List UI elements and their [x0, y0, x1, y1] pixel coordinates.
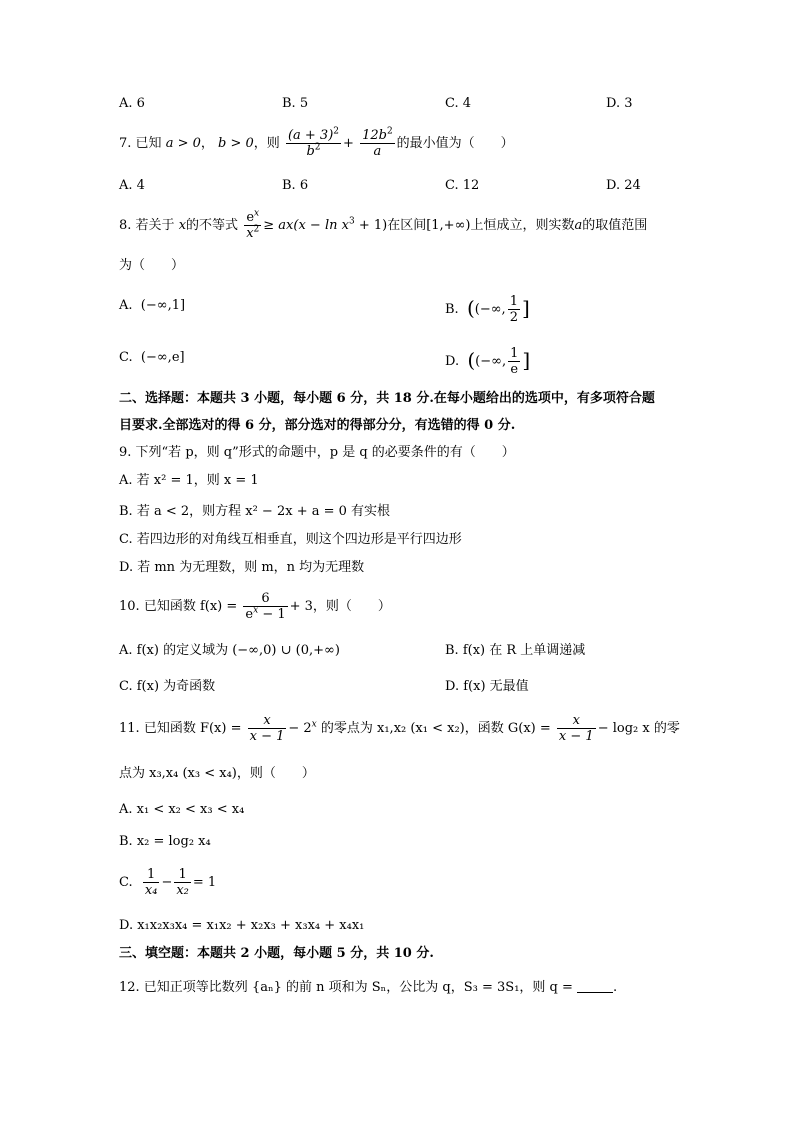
q7-option-b: B. 6	[282, 178, 309, 193]
question-11-line2: 点为 x₃,x₄ (x₃ < x₄)，则（ ）	[119, 766, 315, 781]
q6-option-d: D. 3	[606, 96, 633, 111]
fraction: $\frac{1}{\text{x₄}}$	[144, 867, 158, 898]
q8-option-d: D. ((−∞, $\frac{1}{e}$ ]	[445, 346, 531, 377]
q6-option-b: B. 5	[282, 96, 309, 111]
fraction: $\frac{x}{x - 1}$	[249, 713, 285, 744]
q8-option-c: C. (−∞,e]	[119, 350, 185, 365]
q8-option-b: B. ((−∞, $\frac{1}{2}$ ]	[445, 294, 530, 325]
answer-blank[interactable]	[577, 980, 613, 993]
q10-option-a: A. f(x) 的定义域为 (−∞,0) ∪ (0,+∞)	[119, 643, 340, 658]
q9-option-c: C. 若四边形的对角线互相垂直，则这个四边形是平行四边形	[119, 532, 462, 547]
question-11-stem: 11. 已知函数 F(x) = $\frac{x}{x - 1}$ − $2^x$ 的零点为 x₁,x₂ (x₁ < x₂)，函数 G(x) = $\frac{x}{x - 1}$ − log₂ x 的零	[119, 713, 680, 744]
q6-option-c: C. 4	[445, 96, 472, 111]
fraction: $\frac{1}{\text{x₂}}$	[176, 867, 189, 898]
q7-option-d: D. 24	[606, 178, 641, 193]
fraction: $\frac{1}{e}$	[510, 346, 519, 377]
q11-option-b: B. x₂ = log₂ x₄	[119, 834, 211, 849]
fraction: $\frac{e^x}{x^2}$	[246, 208, 260, 241]
section-2-heading-line2: 目要求.全部选对的得 6 分，部分选对的得部分分，有选错的得 0 分.	[119, 418, 516, 433]
q10-option-c: C. f(x) 为奇函数	[119, 679, 216, 694]
fraction: $\frac{1}{2}$	[509, 294, 518, 325]
fraction: $\frac{12b^2}{a}$	[362, 126, 393, 159]
fraction: $\frac{x}{x - 1}$	[558, 713, 594, 744]
q9-option-d: D. 若 mn 为无理数，则 m，n 均为无理数	[119, 560, 365, 575]
q11-option-d: D. x₁x₂x₃x₄ = x₁x₂ + x₂x₃ + x₃x₄ + x₄x₁	[119, 918, 365, 933]
q11-option-c: C. $\frac{1}{\text{x₄}}$ − $\frac{1}{\text{x₂}}$ = 1	[119, 867, 217, 898]
q11-option-a: A. x₁ < x₂ < x₃ < x₄	[119, 802, 245, 817]
question-9-stem: 9. 下列“若 p，则 q”形式的命题中，p 是 q 的必要条件的有（ ）	[119, 445, 515, 460]
question-7-stem: 7. 已知 a > 0， b > 0，则 $\frac{(a + 3)^2}{b^2}$ + $\frac{12b^2}{a}$ 的最小值为（ ）	[119, 126, 514, 159]
q7-option-c: C. 12	[445, 178, 480, 193]
q9-option-b: B. 若 a < 2，则方程 x² − 2x + a = 0 有实根	[119, 504, 391, 519]
q10-option-d: D. f(x) 无最值	[445, 679, 529, 694]
question-8-line2: 为（ ）	[119, 258, 185, 273]
question-8-stem: 8. 若关于 x的不等式 $\frac{e^x}{x^2}$ ≥ $ax(x - \ln x^3 + 1)$在区间[1,+∞)上恒成立，则实数a的取值范围	[119, 208, 648, 241]
question-10-stem: 10. 已知函数 f(x) = $\frac{6}{e^x - 1}$ + 3，则（ ）	[119, 591, 391, 622]
q6-option-a: A. 6	[119, 96, 145, 111]
q10-option-b: B. f(x) 在 R 上单调递减	[445, 643, 586, 658]
section-3-heading: 三、填空题：本题共 2 小题，每小题 5 分，共 10 分.	[119, 946, 434, 961]
q9-option-a: A. 若 x² = 1，则 x = 1	[119, 473, 259, 488]
section-2-heading: 二、选择题：本题共 3 小题，每小题 6 分，共 18 分.在每小题给出的选项中，有多项符合题	[119, 391, 655, 406]
q7-option-a: A. 4	[119, 178, 145, 193]
fraction: $\frac{(a + 3)^2}{b^2}$	[287, 126, 340, 159]
q8-option-a: A. (−∞,1]	[119, 298, 186, 313]
fraction: $\frac{6}{e^x - 1}$	[245, 591, 286, 622]
question-12-stem: 12. 已知正项等比数列 {aₙ} 的前 n 项和为 Sₙ，公比为 q，S₃ = 3S₁，则 q = .	[119, 980, 618, 995]
